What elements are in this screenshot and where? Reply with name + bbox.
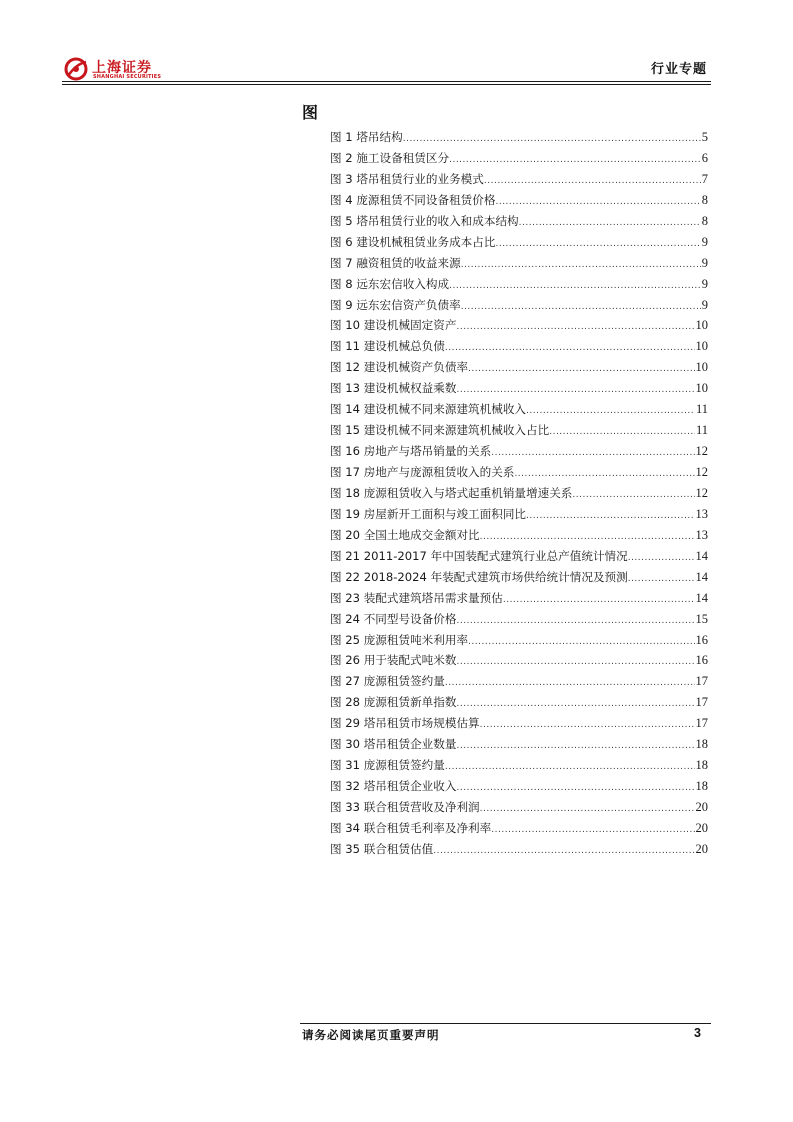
figure-index-entry[interactable]: [330, 755, 708, 776]
figure-index-entry[interactable]: [330, 692, 708, 713]
figure-index-entry[interactable]: [330, 525, 708, 546]
figure-index-entry-page: 8: [701, 192, 708, 207]
figure-index-entry[interactable]: [330, 357, 708, 378]
figure-index-entry-page: 15: [695, 611, 708, 626]
figure-index-entry-label: 图 5 塔吊租赁行业的收入和成本结构: [330, 213, 519, 228]
dot-leader: [572, 485, 694, 506]
dot-leader: [628, 548, 695, 569]
figure-index-entry-label: 图 22 2018-2024 年装配式建筑市场供给统计情况及预测: [330, 569, 628, 584]
figure-index-entry-label: 图 2 施工设备租赁区分: [330, 150, 450, 165]
dot-leader: [491, 443, 694, 464]
figure-index-entry-label: 图 34 联合租赁毛利率及净利率: [330, 820, 492, 835]
figure-index-entry-page: 17: [695, 674, 708, 689]
figure-index-entry[interactable]: [330, 462, 708, 483]
dot-leader: [484, 171, 701, 192]
dot-leader: [480, 799, 695, 820]
figure-index-entry-page: 6: [701, 150, 708, 165]
figure-index-entry-page: 8: [701, 213, 708, 228]
dot-leader: [456, 317, 694, 338]
figure-index-entry-page: 20: [695, 841, 708, 856]
dot-leader: [456, 736, 694, 757]
page-number: 3: [694, 1026, 701, 1040]
figure-index-entry[interactable]: [330, 671, 708, 692]
dot-leader: [480, 715, 695, 736]
report-type: 行业专题: [650, 62, 707, 77]
figure-index-entry-label: 图 28 庞源租赁新单指数: [330, 695, 457, 710]
figure-index-entry[interactable]: [330, 483, 708, 504]
figure-index-entry-label: 图 9 远东宏信资产负债率: [330, 297, 461, 312]
figure-index-entry-page: 20: [695, 820, 708, 835]
figure-index-entry[interactable]: [330, 588, 708, 609]
figure-index-entry-label: 图 12 建设机械资产负债率: [330, 360, 469, 375]
figure-index-entry-label: 图 8 远东宏信收入构成: [330, 276, 450, 291]
figure-index-entry[interactable]: [330, 211, 708, 232]
figure-index-entry-label: 图 33 联合租赁营收及净利润: [330, 800, 480, 814]
dot-leader: [480, 527, 695, 548]
figure-index-entry[interactable]: [330, 399, 708, 420]
dot-leader: [514, 464, 694, 485]
figure-index-entry-page: 18: [695, 758, 708, 773]
brand-name-en: SHANGHAI SECURITIES: [93, 74, 162, 80]
figure-index-entry-label: 图 15 建设机械不同来源建筑机械收入占比: [330, 423, 550, 438]
dot-leader: [468, 359, 694, 380]
figure-index-entry-page: 12: [695, 444, 708, 459]
figure-index-entry-page: 16: [695, 653, 708, 668]
figure-index-entry[interactable]: [330, 776, 708, 797]
figure-index-entry[interactable]: [330, 295, 708, 316]
dot-leader: [445, 673, 695, 694]
figure-index-entry-label: 图 20 全国土地成交金额对比: [330, 527, 480, 542]
dot-leader: [526, 506, 694, 527]
figure-index-entry[interactable]: [330, 734, 708, 755]
figure-index-entry-label: 图 35 联合租赁估值: [330, 841, 434, 856]
footer-disclaimer[interactable]: 请务必阅读尾页重要声明: [302, 1028, 440, 1042]
figure-index-entry-label: 图 10 建设机械固定资产: [330, 318, 457, 333]
dot-leader: [433, 841, 694, 862]
figure-index-entry-page: 13: [695, 506, 708, 521]
figure-index-entry-page: 9: [701, 276, 708, 291]
figure-index-entry-label: 图 14 建设机械不同来源建筑机械收入: [330, 402, 527, 417]
header-rule-thin: [62, 84, 711, 85]
figure-index-entry-page: 9: [701, 234, 708, 249]
figure-index-entry-label: 图 27 庞源租赁签约量: [330, 674, 445, 689]
dot-leader: [503, 590, 695, 611]
figure-index-entry-page: 10: [695, 339, 708, 354]
figure-index-entry-page: 14: [695, 548, 708, 563]
header-rule: [62, 81, 711, 82]
figure-index-entry-label: 图 16 房地产与塔吊销量的关系: [330, 444, 492, 459]
figure-index-entry-label: 图 30 塔吊租赁企业数量: [330, 737, 457, 752]
dot-leader: [628, 569, 695, 590]
figure-index-entry[interactable]: [330, 650, 708, 671]
dot-leader: [449, 150, 701, 171]
figure-index-title: 图: [302, 103, 319, 122]
figure-index-entry[interactable]: [330, 253, 708, 274]
figure-index-entry[interactable]: [330, 169, 708, 190]
figure-index-entry-page: 11: [695, 402, 708, 417]
figure-index-entry-page: 9: [701, 255, 708, 270]
figure-index-entry[interactable]: [330, 609, 708, 630]
dot-leader: [468, 632, 694, 653]
figure-index-entry-page: 10: [695, 318, 708, 333]
figure-index-entry[interactable]: [330, 839, 708, 860]
dot-leader: [491, 820, 694, 841]
figure-index-entry[interactable]: [330, 336, 708, 357]
dot-leader: [445, 338, 695, 359]
dot-leader: [456, 694, 694, 715]
figure-index-entry-label: 图 7 融资租赁的收益来源: [330, 255, 461, 270]
figure-index-entry-label: 图 31 庞源租赁签约量: [330, 758, 445, 773]
figure-index-entry[interactable]: [330, 315, 708, 336]
figure-index-entry[interactable]: [330, 420, 708, 441]
figure-index-entry-page: 10: [695, 360, 708, 375]
dot-leader: [456, 611, 694, 632]
figure-index-entry-page: 14: [695, 590, 708, 605]
dot-leader: [456, 652, 694, 673]
figure-index-entry[interactable]: [330, 567, 708, 588]
figure-index-entry-page: 20: [695, 800, 708, 814]
figure-index-entry-page: 13: [695, 527, 708, 542]
dot-leader: [549, 422, 695, 443]
brand-name-cn: 上海证券: [92, 60, 152, 76]
figure-index-entry[interactable]: [330, 504, 708, 525]
figure-index-entry[interactable]: [330, 818, 708, 839]
figure-index-entry-label: 图 4 庞源租赁不同设备租赁价格: [330, 192, 496, 207]
figure-index-entry-label: 图 25 庞源租赁吨米利用率: [330, 632, 469, 647]
figure-index-entry-label: 图 23 装配式建筑塔吊需求量预估: [330, 590, 503, 605]
figure-index-entry-page: 18: [695, 779, 708, 794]
figure-index-entry[interactable]: [330, 190, 708, 211]
dot-leader: [519, 213, 701, 234]
figure-index-entry-page: 11: [695, 423, 708, 438]
figure-index-entry-label: 图 24 不同型号设备价格: [330, 611, 457, 626]
figure-index-entry-label: 图 29 塔吊租赁市场规模估算: [330, 716, 480, 731]
dot-leader: [461, 255, 701, 276]
figure-index-entry-page: 17: [695, 695, 708, 710]
figure-index-entry-page: 10: [695, 381, 708, 396]
figure-index-entry-label: 图 19 房屋新开工面积与竣工面积同比: [330, 506, 527, 521]
figure-index-entry[interactable]: [330, 148, 708, 169]
dot-leader: [456, 778, 694, 799]
figure-index-entry[interactable]: [330, 441, 708, 462]
figure-index-list: [330, 127, 708, 860]
figure-index-entry-label: 图 1 塔吊结构: [330, 130, 403, 144]
figure-index-entry[interactable]: [330, 232, 708, 253]
figure-index-entry-page: 7: [701, 171, 708, 186]
figure-index-entry[interactable]: [330, 630, 708, 651]
figure-index-entry[interactable]: [330, 713, 708, 734]
figure-index-entry[interactable]: [330, 378, 708, 399]
figure-index-entry[interactable]: [330, 127, 708, 148]
brand-logo-icon: [62, 54, 92, 84]
dot-leader: [456, 380, 694, 401]
figure-index-entry-label: 图 32 塔吊租赁企业收入: [330, 779, 457, 794]
dot-leader: [449, 276, 701, 297]
dot-leader: [495, 234, 700, 255]
figure-index-entry-label: 图 21 2011-2017 年中国装配式建筑行业总产值统计情况: [330, 548, 628, 563]
figure-index-entry-label: 图 11 建设机械总负债: [330, 339, 445, 354]
figure-index-entry-page: 9: [701, 297, 708, 312]
dot-leader: [495, 192, 700, 213]
figure-index-entry[interactable]: [330, 546, 708, 567]
figure-index-entry-page: 12: [695, 485, 708, 500]
figure-index-entry-label: 图 13 建设机械权益乘数: [330, 381, 457, 396]
dot-leader: [526, 401, 695, 422]
figure-index-entry-label: 图 6 建设机械租赁业务成本占比: [330, 234, 496, 249]
figure-index-entry-page: 5: [701, 130, 708, 144]
figure-index-entry-label: 图 17 房地产与庞源租赁收入的关系: [330, 465, 515, 479]
figure-index-entry[interactable]: [330, 797, 708, 818]
figure-index-entry-page: 16: [695, 632, 708, 647]
dot-leader: [461, 297, 701, 318]
dot-leader: [403, 129, 701, 150]
figure-index-entry-page: 17: [695, 716, 708, 731]
figure-index-entry-page: 12: [695, 465, 708, 479]
footer-rule: [300, 1023, 711, 1024]
figure-index-entry-label: 图 18 庞源租赁收入与塔式起重机销量增速关系: [330, 485, 573, 500]
figure-index-entry-label: 图 26 用于装配式吨米数: [330, 653, 457, 668]
dot-leader: [445, 757, 695, 778]
figure-index-entry-page: 14: [695, 569, 708, 584]
figure-index-entry-page: 18: [695, 737, 708, 752]
figure-index-entry[interactable]: [330, 274, 708, 295]
figure-index-entry-label: 图 3 塔吊租赁行业的业务模式: [330, 171, 484, 186]
